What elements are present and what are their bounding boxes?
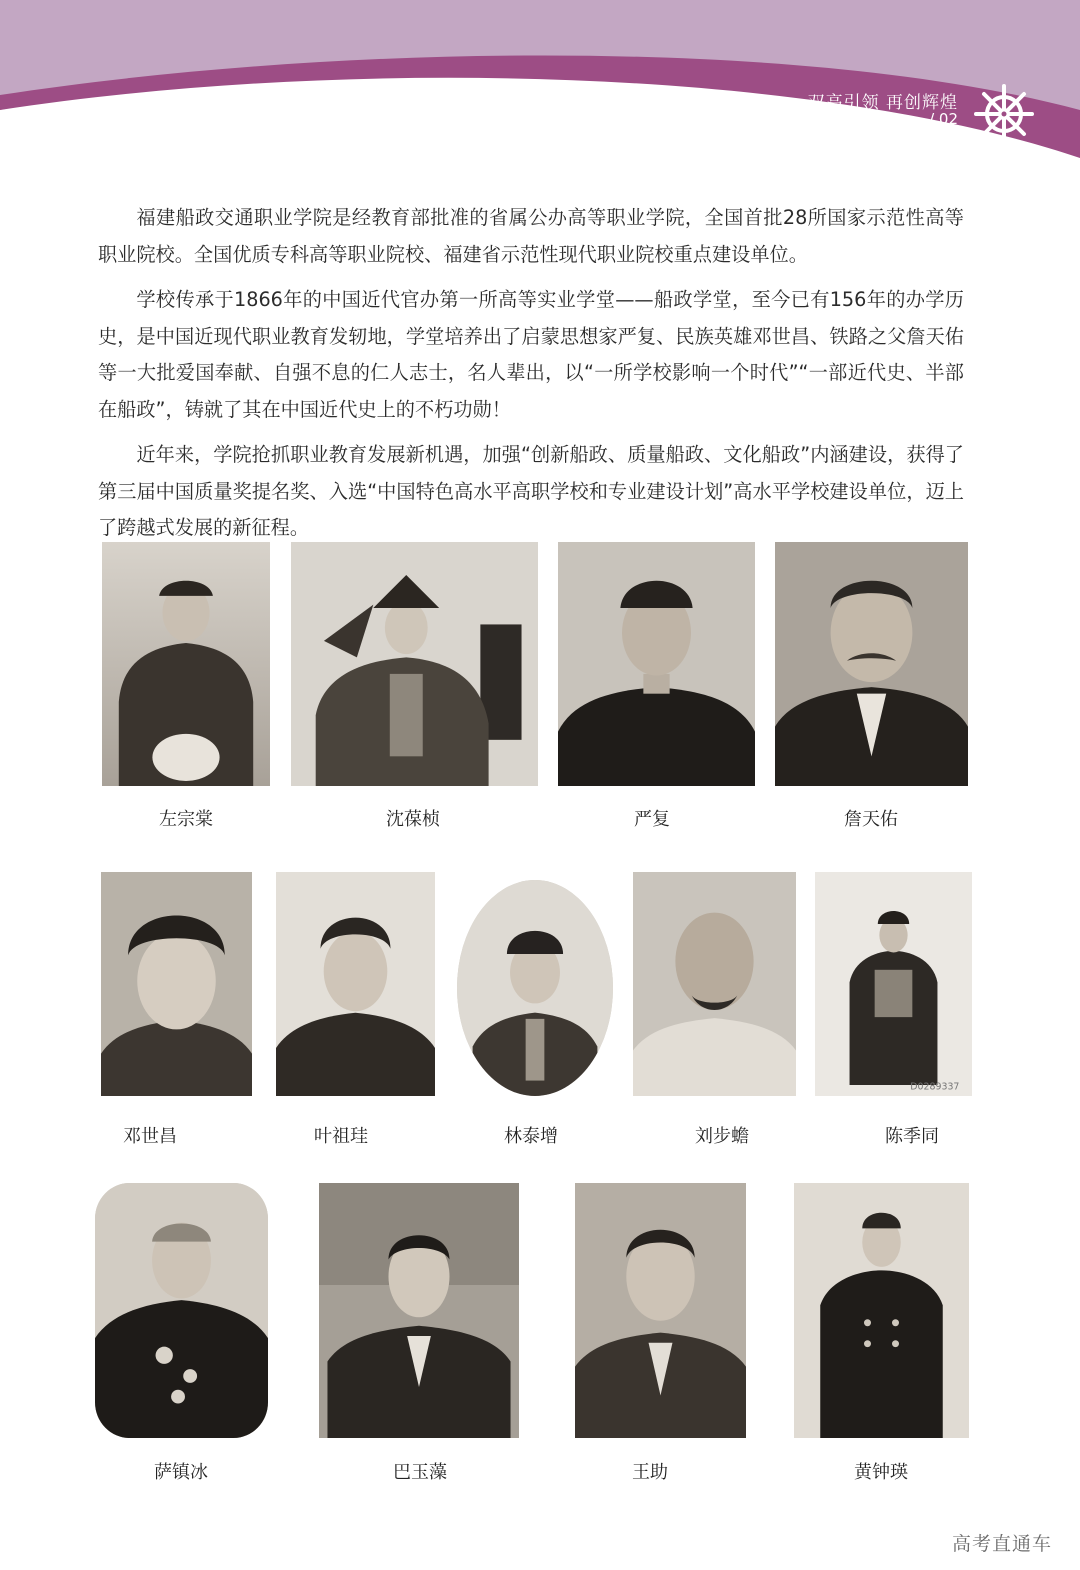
portrait-photo [319,1183,519,1438]
portrait-photo [276,872,435,1096]
portrait-photo [775,542,968,786]
paragraph: 近年来，学院抢抓职业教育发展新机遇，加强“创新船政、质量船政、文化船政”内涵建设，获得了第三届中国质量奖提名奖、入选“中国特色高水平高职学校和专业建设计划”高水平学校建设单位，迈上了跨越式发展的新征程。 [98,443,964,539]
portrait-photo [794,1183,969,1438]
portrait-caption: 巴玉藻 [393,1462,447,1483]
header-title: 双高引领 再创辉煌 [807,93,958,113]
portrait-caption: 严复 [634,809,670,830]
photo-stamp: D0289337 [910,1081,960,1093]
portrait-caption: 叶祖珪 [314,1126,368,1147]
header-band [0,0,1080,170]
portrait-photo [558,542,755,786]
portrait-photo [101,872,252,1096]
portrait-caption: 陈季同 [885,1126,939,1147]
portrait-photo [95,1183,268,1438]
ship-helm-icon [972,82,1036,146]
page-number: / 02 [929,110,958,128]
watermark: 高考直通车 [951,1533,1052,1555]
intro-text [98,200,964,556]
paragraph: 福建船政交通职业学院是经教育部批准的省属公办高等职业学院，全国首批28所国家示范性高等职业院校。全国优质专科高等职业院校、福建省示范性现代职业院校重点建设单位。 [98,206,964,266]
portrait-caption: 詹天佑 [844,809,898,830]
portrait-caption: 刘步蟾 [695,1126,749,1147]
portrait-photo [633,872,796,1096]
portrait-caption: 沈葆桢 [386,809,440,830]
paragraph: 学校传承于1866年的中国近代官办第一所高等实业学堂——船政学堂，至今已有156年的办学历史，是中国近现代职业教育发轫地，学堂培养出了启蒙思想家严复、民族英雄邓世昌、铁路之父詹天佑等一大批爱国奉献、自强不息的仁人志士，名人辈出，以“一所学校影响一个时代”“一部近代史、半部在船政”，铸就了其在中国近代史上的不朽功勋！ [98,288,964,421]
portrait-caption: 王助 [632,1462,668,1483]
portrait-photo [102,542,270,786]
portrait-photo [815,872,972,1096]
portrait-caption: 萨镇冰 [154,1462,208,1483]
portrait-caption: 邓世昌 [123,1126,177,1147]
portrait-photo [575,1183,746,1438]
portrait-photo [291,542,538,786]
portrait-caption: 左宗棠 [159,809,213,830]
portrait-caption: 黄钟瑛 [854,1462,908,1483]
portrait-photo [457,880,613,1096]
portrait-caption: 林泰增 [504,1126,558,1147]
